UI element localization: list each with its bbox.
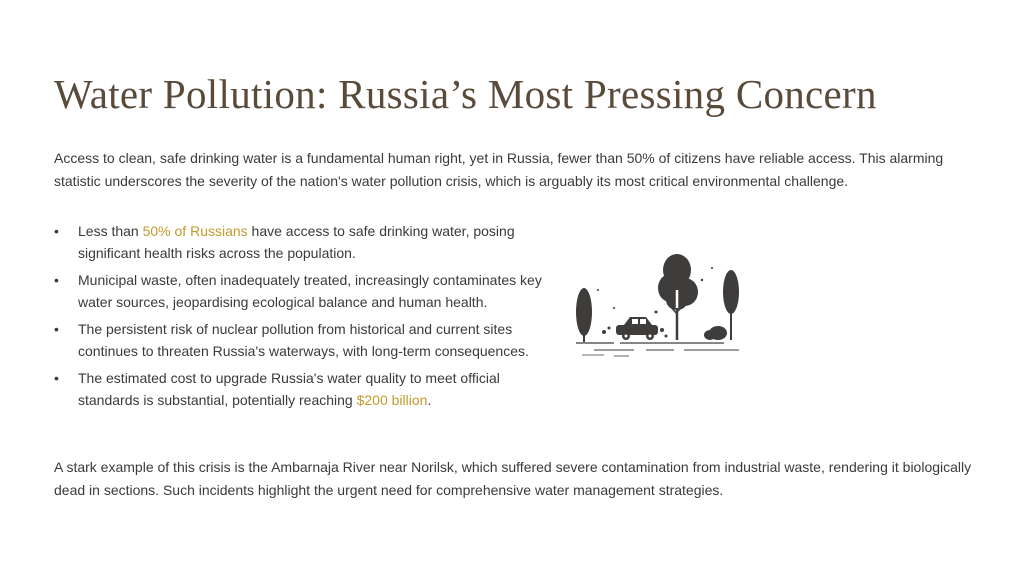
bullet-text: Less than: [78, 223, 143, 239]
bullet-text-end: .: [427, 392, 432, 408]
bullet-item: [54, 269, 544, 313]
bullet-item: [54, 220, 544, 264]
bullet-marker: •: [54, 370, 59, 386]
bullet-text: The persistent risk of nuclear pollution from historical and current sites continues to threaten Russia's waterways, with long-term consequences.: [78, 321, 529, 359]
bullet-highlight: 50% of Russians: [142, 223, 248, 239]
intro-paragraph: Access to clean, safe drinking water is a fundamental human right, yet in Russia, fewer than 50% of citizens have reliable access. This alarming statistic underscores the severity of the nation's water pollution crisis, which is arguably its most critical environmental challenge.: [54, 150, 944, 189]
bullet-text: The estimated cost to upgrade Russia's water quality to meet official standards is substantial, potentially reaching: [78, 370, 500, 408]
bullet-marker: •: [54, 223, 59, 239]
closing-paragraph: A stark example of this crisis is the Ambarnaja River near Norilsk, which suffered severe contamination from industrial waste, rendering it biologically dead in sections. Such incidents highlight the urgent need for comprehensive water management strategies.: [54, 459, 972, 498]
bullet-marker: •: [54, 321, 59, 337]
bullet-item: [54, 367, 544, 411]
bullet-text-end: have access to safe drinking water, posing significant health risks across the population.: [78, 223, 515, 261]
bullet-marker: •: [54, 272, 59, 288]
bullet-list: [54, 220, 544, 416]
bullet-highlight: $200 billion: [356, 392, 428, 408]
polluted-landscape-icon: [574, 250, 742, 360]
bullet-text: Municipal waste, often inadequately treated, increasingly contaminates key water sources, jeopardising ecological balance and human health.: [78, 272, 542, 310]
slide-title: Water Pollution: Russia’s Most Pressing Concern: [54, 71, 877, 117]
bullet-item: [54, 318, 544, 362]
